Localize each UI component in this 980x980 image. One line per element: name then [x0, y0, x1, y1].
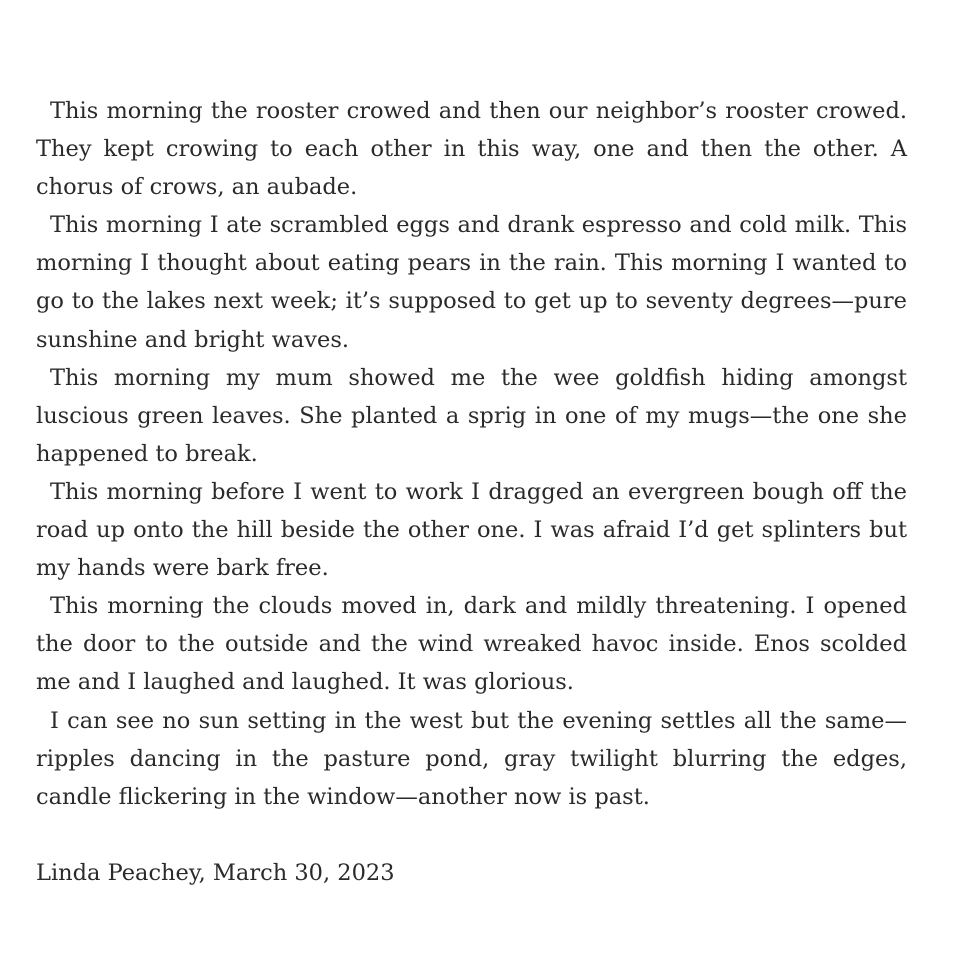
essay-page	[36, 92, 907, 892]
paragraph-2: This morning I ate scrambled eggs and drank espresso and cold milk. This morning I thought about eating pears in the rain. This morning I wanted to go to the lakes next week; it’s supposed to get up to seventy degrees—pure sunshine and bright waves.	[36, 212, 907, 353]
paragraph-3: This morning my mum showed me the wee goldfish hiding amongst luscious green leaves. She planted a sprig in one of my mugs—the one she happened to break.	[36, 364, 907, 467]
paragraph-1: This morning the rooster crowed and then our neighbor’s rooster crowed. They kept crowing to each other in this way, one and then the other. A chorus of crows, an aubade.	[36, 98, 907, 201]
author-signature: Linda Peachey, March 30, 2023	[36, 859, 395, 886]
paragraph-6: I can see no sun setting in the west but the evening settles all the same—ripples dancing in the pasture pond, gray twilight blurring the edges, candle flickering in the window—another now is past.	[36, 707, 907, 810]
paragraph-4: This morning before I went to work I dragged an evergreen bough off the road up onto the hill beside the other one. I was afraid I’d get splinters but my hands were bark free.	[36, 478, 907, 582]
paragraph-5: This morning the clouds moved in, dark and mildly threatening. I opened the door to the outside and the wind wreaked havoc inside. Enos scolded me and I laughed and laughed. It was glorious.	[36, 593, 907, 696]
